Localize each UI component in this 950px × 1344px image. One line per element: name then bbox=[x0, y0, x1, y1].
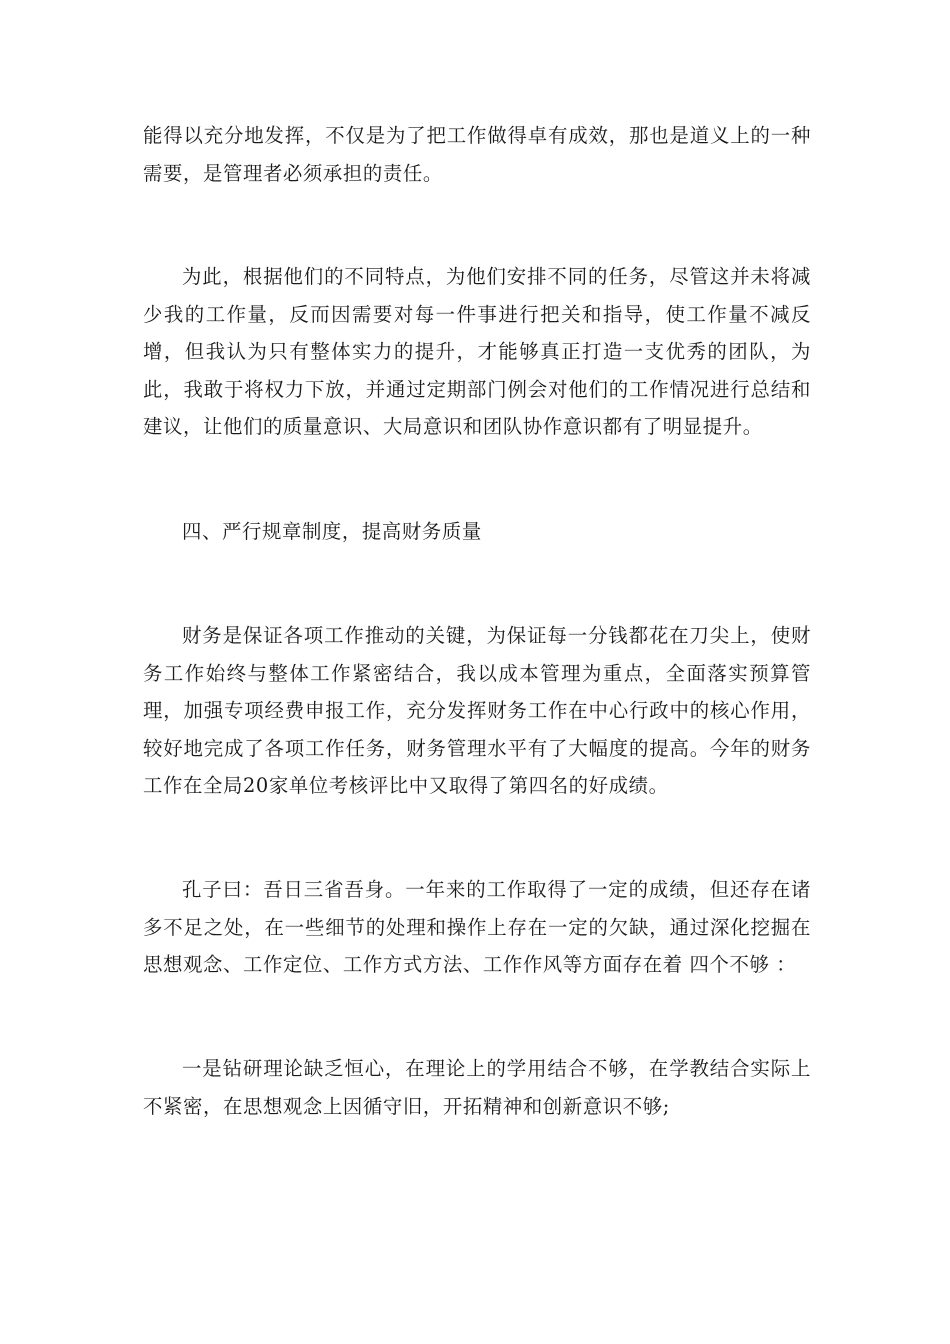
paragraph-continuation: 能得以充分地发挥，不仅是为了把工作做得卓有成效，那也是道义上的一种需要，是管理者必须承担的责任。 bbox=[143, 124, 811, 185]
paragraph-finance: 财务是保证各项工作推动的关键，为保证每一分钱都花在刀尖上，使财务工作始终与整体工作紧密结合，我以成本管理为重点，全面落实预算管理，加强专项经费申报工作，充分发挥财务工作在中心行政中的核心作用，较好地完成了各项工作任务，财务管理水平有了大幅度的提高。今年的财务工作在全局20家单位考核评比中又取得了第四名的好成绩。 bbox=[143, 624, 811, 798]
paragraph-self-reflection: 孔子曰：吾日三省吾身。一年来的工作取得了一定的成绩，但还存在诸多不足之处，在一些细节的处理和操作上存在一定的欠缺，通过深化挖掘在思想观念、工作定位、工作方式方法、工作作风等方面存在着 四个不够 ： bbox=[143, 878, 811, 977]
section-heading-finance: 四、严行规章制度，提高财务质量 bbox=[182, 520, 482, 543]
paragraph-shortcoming-one: 一是钻研理论缺乏恒心，在理论上的学用结合不够，在学教结合实际上不紧密，在思想观念上因循守旧，开拓精神和创新意识不够; bbox=[143, 1057, 811, 1118]
paragraph-task-assignment: 为此，根据他们的不同特点，为他们安排不同的任务，尽管这并未将减少我的工作量，反而因需要对每一件事进行把关和指导，使工作量不减反增，但我认为只有整体实力的提升，才能够真正打造一支优秀的团队，为此，我敢于将权力下放，并通过定期部门例会对他们的工作情况进行总结和建议，让他们的质量意识、大局意识和团队协作意识都有了明显提升。 bbox=[143, 265, 811, 439]
